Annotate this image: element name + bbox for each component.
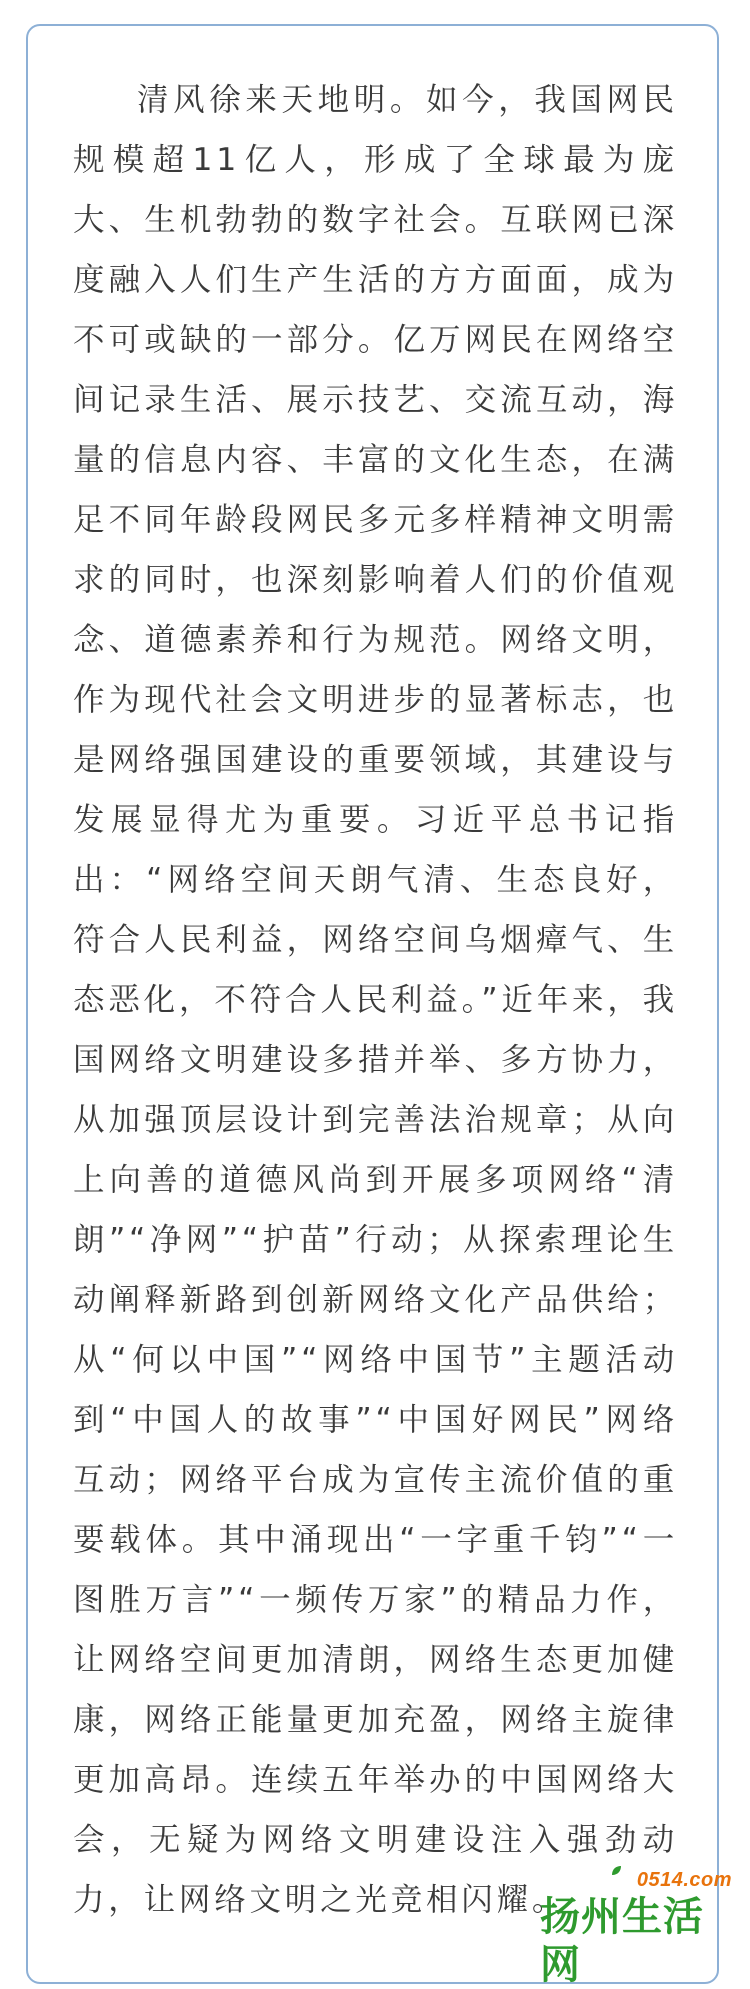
watermark-name: 扬州生活网 — [540, 1894, 704, 1988]
article-paragraph: 清风徐来天地明。如今，我国网民规模超11亿人，形成了全球最为庞大、生机勃勃的数字社会。互联网已深度融入人们生产生活的方方面面，成为不可或缺的一部分。亿万网民在网络空间记录生活、展示技艺、交流互动，海量的信息内容、丰富的文化生态，在满足不同年龄段网民多元多样精神文明需求的同时，也深刻影响着人们的价值观念、道德素养和行为规范。网络文明，作为现代社会文明进步的显著标志，也是网络强国建设的重要领域，其建设与发展显得尤为重要。习近平总书记指出：“网络空间天朗气清、生态良好，符合人民利益，网络空间乌烟瘴气、生态恶化，不符合人民利益。”近年来，我国网络文明建设多措并举、多方协力，从加强顶层设计到完善法治规章；从向上向善的道德风尚到开展多项网络“清朗”“净网”“护苗”行动；从探索理论生动阐释新路到创新网络文化产品供给；从“何以中国”“网络中国节”主题活动到“中国人的故事”“中国好网民”网络互动；网络平台成为宣传主流价值的重要载体。其中涌现出“一字重千钧”“一图胜万言”“一频传万家”的精品力作，让网络空间更加清朗，网络生态更加健康，网络正能量更加充盈，网络主旋律更加高昂。连续五年举办的中国网络大会，无疑为网络文明建设注入强劲动力，让网络文明之光竞相闪耀。 — [73, 82, 678, 1918]
watermark-domain: 0514.com — [636, 1869, 732, 1891]
